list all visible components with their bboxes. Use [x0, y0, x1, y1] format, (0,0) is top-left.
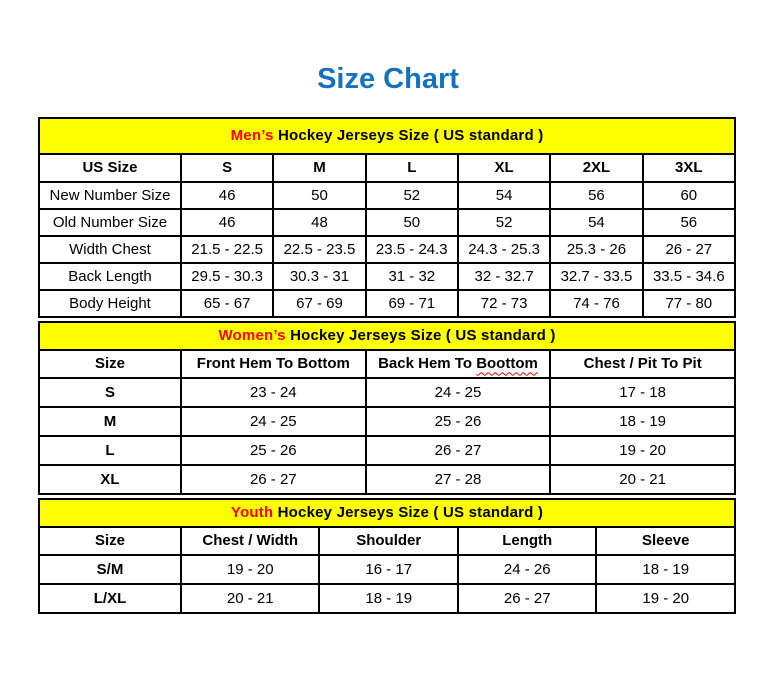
size-value-cell: 65 - 67: [181, 290, 273, 317]
column-header: L: [366, 154, 458, 182]
size-value-cell: 52: [458, 209, 550, 236]
size-value-cell: 69 - 71: [366, 290, 458, 317]
size-value-cell: 24 - 25: [366, 378, 551, 407]
size-value-cell: 29.5 - 30.3: [181, 263, 273, 290]
size-value-cell: 54: [550, 209, 642, 236]
size-value-cell: 19 - 20: [596, 584, 735, 613]
row-label: S/M: [39, 555, 181, 584]
size-value-cell: 56: [550, 182, 642, 209]
size-value-cell: 18 - 19: [319, 584, 458, 613]
size-value-cell: 23 - 24: [181, 378, 366, 407]
size-value-cell: 18 - 19: [550, 407, 735, 436]
row-label: M: [39, 407, 181, 436]
size-value-cell: 19 - 20: [181, 555, 320, 584]
mens-banner-row: [39, 118, 735, 154]
column-header: M: [273, 154, 365, 182]
womens-table-body: [39, 378, 735, 494]
column-header: Size: [39, 350, 181, 378]
table-row: [39, 584, 735, 613]
size-value-cell: 54: [458, 182, 550, 209]
row-label: Back Length: [39, 263, 181, 290]
size-value-cell: 30.3 - 31: [273, 263, 365, 290]
size-value-cell: 24.3 - 25.3: [458, 236, 550, 263]
column-header: 3XL: [643, 154, 735, 182]
size-value-cell: 23.5 - 24.3: [366, 236, 458, 263]
size-value-cell: 52: [366, 182, 458, 209]
size-value-cell: 25.3 - 26: [550, 236, 642, 263]
row-label: XL: [39, 465, 181, 494]
banner-text: Hockey Jerseys Size ( US standard ): [290, 327, 556, 345]
size-value-cell: 26 - 27: [643, 236, 735, 263]
column-header: Chest / Width: [181, 527, 320, 555]
size-value-cell: 31 - 32: [366, 263, 458, 290]
size-value-cell: 26 - 27: [181, 465, 366, 494]
womens-table-banner: [39, 322, 735, 350]
size-value-cell: 25 - 26: [366, 407, 551, 436]
column-header: Shoulder: [319, 527, 458, 555]
size-value-cell: 26 - 27: [458, 584, 597, 613]
size-value-cell: 17 - 18: [550, 378, 735, 407]
row-label: New Number Size: [39, 182, 181, 209]
table-row: [39, 263, 735, 290]
mens-column-header-row: [39, 154, 735, 182]
womens-size-table: [38, 321, 736, 495]
size-value-cell: 24 - 25: [181, 407, 366, 436]
mens-table-body: [39, 182, 735, 317]
column-header: Size: [39, 527, 181, 555]
misspelled-word: Boottom: [476, 355, 538, 373]
column-header: Length: [458, 527, 597, 555]
mens-size-table: [38, 117, 736, 318]
size-value-cell: 19 - 20: [550, 436, 735, 465]
size-value-cell: 22.5 - 23.5: [273, 236, 365, 263]
size-value-cell: 26 - 27: [366, 436, 551, 465]
table-row: [39, 182, 735, 209]
size-value-cell: 16 - 17: [319, 555, 458, 584]
size-value-cell: 25 - 26: [181, 436, 366, 465]
youth-size-table: [38, 498, 736, 614]
size-value-cell: 20 - 21: [181, 584, 320, 613]
womens-banner-row: [39, 322, 735, 350]
size-tables-container: [38, 117, 736, 614]
banner-text: Hockey Jerseys Size ( US standard ): [277, 504, 544, 522]
youth-table-body: [39, 555, 735, 613]
row-label: S: [39, 378, 181, 407]
table-row: [39, 407, 735, 436]
table-row: [39, 555, 735, 584]
table-row: [39, 465, 735, 494]
table-row: [39, 378, 735, 407]
youth-table-banner: [39, 499, 735, 527]
column-header: Chest / Pit To Pit: [550, 350, 735, 378]
size-value-cell: 56: [643, 209, 735, 236]
table-row: [39, 209, 735, 236]
banner-highlight: Men’s: [230, 127, 274, 145]
youth-column-header-row: [39, 527, 735, 555]
size-value-cell: 72 - 73: [458, 290, 550, 317]
table-row: [39, 290, 735, 317]
column-header: 2XL: [550, 154, 642, 182]
column-header: S: [181, 154, 273, 182]
size-value-cell: 46: [181, 182, 273, 209]
column-header: Front Hem To Bottom: [181, 350, 366, 378]
size-value-cell: 18 - 19: [596, 555, 735, 584]
table-row: [39, 236, 735, 263]
youth-banner-row: [39, 499, 735, 527]
row-label: L: [39, 436, 181, 465]
row-label: Width Chest: [39, 236, 181, 263]
size-value-cell: 32 - 32.7: [458, 263, 550, 290]
table-row: [39, 436, 735, 465]
page-title: Size Chart: [317, 63, 459, 95]
banner-highlight: Women’s: [218, 327, 286, 345]
size-value-cell: 20 - 21: [550, 465, 735, 494]
size-value-cell: 33.5 - 34.6: [643, 263, 735, 290]
size-value-cell: 21.5 - 22.5: [181, 236, 273, 263]
banner-highlight: Youth: [230, 504, 274, 522]
row-label: L/XL: [39, 584, 181, 613]
column-header: Back Hem To Boottom: [366, 350, 551, 378]
size-value-cell: 77 - 80: [643, 290, 735, 317]
size-value-cell: 48: [273, 209, 365, 236]
womens-column-header-row: [39, 350, 735, 378]
size-value-cell: 24 - 26: [458, 555, 597, 584]
row-label: Body Height: [39, 290, 181, 317]
size-value-cell: 32.7 - 33.5: [550, 263, 642, 290]
size-value-cell: 50: [366, 209, 458, 236]
column-header: XL: [458, 154, 550, 182]
size-value-cell: 46: [181, 209, 273, 236]
size-value-cell: 27 - 28: [366, 465, 551, 494]
size-value-cell: 74 - 76: [550, 290, 642, 317]
size-value-cell: 60: [643, 182, 735, 209]
size-value-cell: 50: [273, 182, 365, 209]
column-header: US Size: [39, 154, 181, 182]
size-chart-page: [0, 62, 776, 614]
banner-text: Hockey Jerseys Size ( US standard ): [277, 127, 544, 145]
row-label: Old Number Size: [39, 209, 181, 236]
size-value-cell: 67 - 69: [273, 290, 365, 317]
column-header: Sleeve: [596, 527, 735, 555]
mens-table-banner: [39, 118, 735, 154]
